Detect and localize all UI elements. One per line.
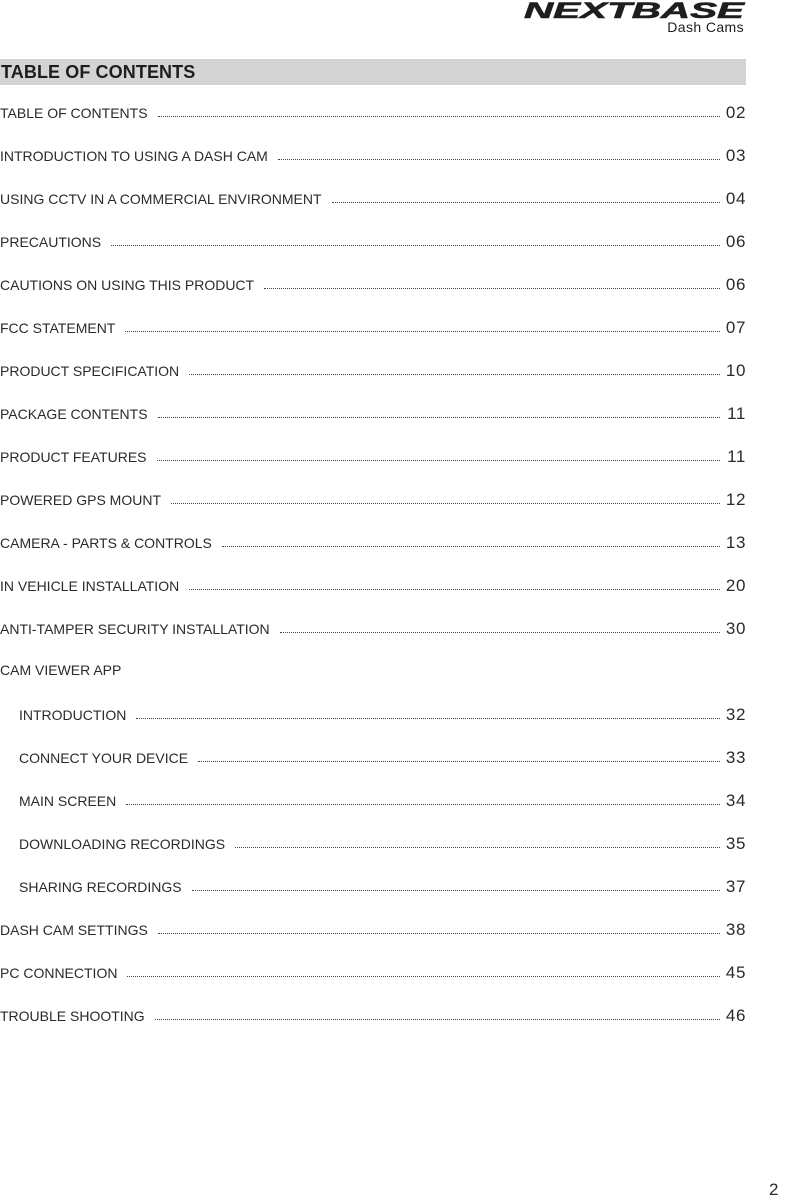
toc-entry[interactable]: [0, 447, 746, 490]
brand-logo: [524, 0, 746, 40]
toc-entry[interactable]: [0, 705, 746, 748]
toc-dot-leader: [155, 1018, 720, 1020]
toc-entry[interactable]: [0, 877, 746, 920]
toc-entry[interactable]: [0, 103, 746, 146]
toc-entry-page: 45: [725, 963, 746, 982]
toc-entry[interactable]: [0, 834, 746, 877]
toc-entry-page: 07: [725, 318, 746, 337]
toc-entry[interactable]: [0, 1006, 746, 1049]
toc-dot-leader: [189, 373, 720, 375]
toc-entry[interactable]: [0, 791, 746, 834]
page-number: 2: [769, 1180, 779, 1199]
toc-entry-label: INTRODUCTION: [19, 707, 127, 723]
toc-entry-label: CAUTIONS ON USING THIS PRODUCT: [0, 277, 255, 293]
toc-entry-label: PRODUCT SPECIFICATION: [0, 363, 180, 379]
toc-entry[interactable]: [0, 361, 746, 404]
toc-entry-page: 06: [725, 275, 746, 294]
toc-entry-label: TROUBLE SHOOTING: [0, 1008, 145, 1024]
toc-dot-leader: [158, 416, 720, 418]
toc-dot-leader: [280, 631, 720, 633]
toc-entry-label: USING CCTV IN A COMMERCIAL ENVIRONMENT: [0, 191, 322, 207]
toc-entry-page: 20: [725, 576, 746, 595]
toc-dot-leader: [332, 201, 720, 203]
toc-dot-leader: [222, 545, 720, 547]
toc-entry[interactable]: [0, 318, 746, 361]
toc-entry-label: INTRODUCTION TO USING A DASH CAM: [0, 148, 268, 164]
toc-entry[interactable]: [0, 146, 746, 189]
toc-entry-page: 30: [725, 619, 746, 638]
toc-entry-label: DOWNLOADING RECORDINGS: [19, 836, 226, 852]
toc-dot-leader: [189, 588, 720, 590]
toc-dot-leader: [157, 459, 721, 461]
toc-entry-page: 10: [725, 361, 746, 380]
toc-entry-label: PRODUCT FEATURES: [0, 449, 147, 465]
table-of-contents: [0, 103, 746, 1049]
toc-entry-page: 11: [727, 447, 746, 466]
section-title: TABLE OF CONTENTS: [1, 62, 196, 82]
toc-entry-label: DASH CAM SETTINGS: [0, 922, 148, 938]
toc-entry-label: TABLE OF CONTENTS: [0, 105, 148, 121]
toc-entry[interactable]: [0, 662, 746, 705]
toc-entry-page: 35: [725, 834, 746, 853]
toc-entry[interactable]: [0, 748, 746, 791]
toc-entry[interactable]: [0, 189, 746, 232]
toc-entry[interactable]: [0, 404, 746, 447]
toc-dot-leader: [125, 330, 720, 332]
brand-subtitle: Dash Cams: [667, 19, 744, 35]
toc-entry-label: CAM VIEWER APP: [0, 662, 122, 678]
toc-dot-leader: [126, 803, 720, 805]
toc-dot-leader: [192, 889, 720, 891]
section-header-bar: [0, 59, 746, 85]
brand-name: NEXTBASE: [524, 0, 746, 22]
toc-entry-page: 04: [725, 189, 746, 208]
toc-entry[interactable]: [0, 533, 746, 576]
toc-entry-page: 03: [725, 146, 746, 165]
toc-entry-page: 33: [725, 748, 746, 767]
toc-entry[interactable]: [0, 490, 746, 533]
toc-entry-page: 02: [725, 103, 746, 122]
toc-dot-leader: [278, 158, 720, 160]
toc-dot-leader: [111, 244, 720, 246]
toc-entry-label: PC CONNECTION: [0, 965, 118, 981]
toc-entry[interactable]: [0, 920, 746, 963]
toc-entry-page: 34: [725, 791, 746, 810]
toc-entry-page: 13: [725, 533, 746, 552]
toc-dot-leader: [264, 287, 720, 289]
toc-entry[interactable]: [0, 963, 746, 1006]
toc-entry-label: PRECAUTIONS: [0, 234, 102, 250]
toc-dot-leader: [158, 932, 720, 934]
toc-dot-leader: [235, 846, 720, 848]
toc-entry-label: CAMERA - PARTS & CONTROLS: [0, 535, 212, 551]
toc-entry-page: 06: [725, 232, 746, 251]
toc-entry-label: POWERED GPS MOUNT: [0, 492, 162, 508]
toc-entry-label: PACKAGE CONTENTS: [0, 406, 148, 422]
toc-entry-page: 37: [725, 877, 746, 896]
toc-entry-label: SHARING RECORDINGS: [19, 879, 182, 895]
toc-entry-label: ANTI-TAMPER SECURITY INSTALLATION: [0, 621, 270, 637]
toc-dot-leader: [127, 975, 720, 977]
toc-entry-page: 32: [725, 705, 746, 724]
toc-dot-leader: [136, 717, 720, 719]
toc-dot-leader: [198, 760, 720, 762]
toc-entry[interactable]: [0, 619, 746, 662]
toc-entry-label: CONNECT YOUR DEVICE: [19, 750, 189, 766]
toc-entry-page: 46: [725, 1006, 746, 1025]
toc-dot-leader: [171, 502, 720, 504]
toc-entry[interactable]: [0, 232, 746, 275]
toc-entry[interactable]: [0, 275, 746, 318]
toc-entry-label: FCC STATEMENT: [0, 320, 116, 336]
toc-entry[interactable]: [0, 576, 746, 619]
toc-dot-leader: [158, 115, 720, 117]
toc-entry-page: 38: [725, 920, 746, 939]
toc-entry-label: MAIN SCREEN: [19, 793, 117, 809]
toc-entry-page: 12: [725, 490, 746, 509]
toc-entry-label: IN VEHICLE INSTALLATION: [0, 578, 180, 594]
toc-entry-page: 11: [727, 404, 746, 423]
